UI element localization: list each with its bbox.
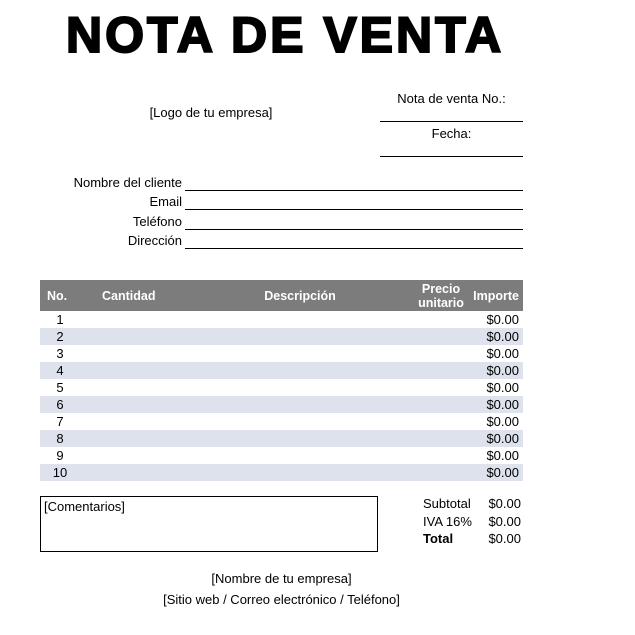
fecha-label: Fecha: <box>431 126 472 141</box>
cell-cantidad[interactable] <box>80 379 190 396</box>
cell-cantidad[interactable] <box>80 464 190 481</box>
comments-box[interactable] <box>40 496 378 552</box>
table-row <box>40 447 523 464</box>
cell-no: 8 <box>40 430 80 447</box>
cell-cantidad[interactable] <box>80 447 190 464</box>
cell-no: 6 <box>40 396 80 413</box>
cell-cantidad[interactable] <box>80 328 190 345</box>
cell-importe: $0.00 <box>486 346 519 361</box>
customer-field-input[interactable] <box>185 230 523 250</box>
cell-no: 5 <box>56 380 64 395</box>
cell-cantidad[interactable] <box>80 345 190 362</box>
cell-precio-unitario[interactable] <box>410 328 472 345</box>
table-row <box>40 345 523 362</box>
customer-field-label: Nombre del cliente <box>73 174 182 190</box>
cell-descripcion[interactable] <box>190 464 410 481</box>
cell-importe: $0.00 <box>472 464 523 481</box>
cell-no: 3 <box>56 346 64 361</box>
cell-cantidad[interactable] <box>80 413 190 430</box>
cell-descripcion[interactable] <box>190 447 410 464</box>
total-label: IVA 16% <box>423 513 472 529</box>
table-row <box>40 328 523 345</box>
cell-importe: $0.00 <box>472 396 523 413</box>
cell-no: 7 <box>56 414 64 429</box>
table-row <box>40 413 523 430</box>
nota-no-label: Nota de venta No.: <box>397 91 506 106</box>
table-row <box>40 379 523 396</box>
cell-no: 1 <box>56 312 64 327</box>
cell-importe: $0.00 <box>486 312 519 327</box>
cell-no: 9 <box>56 448 64 463</box>
footer-company-name: [Nombre de tu empresa] <box>211 571 352 586</box>
items-table-body <box>40 311 523 481</box>
customer-field-label: Teléfono <box>132 213 182 229</box>
items-header-row <box>40 280 523 311</box>
total-label: Subtotal <box>423 496 471 512</box>
items-table <box>40 280 523 481</box>
cell-descripcion[interactable] <box>190 379 410 396</box>
total-row <box>423 530 521 548</box>
cell-precio-unitario[interactable] <box>410 430 472 447</box>
total-label: Total <box>423 531 454 547</box>
cell-descripcion[interactable] <box>190 413 410 430</box>
cell-descripcion[interactable] <box>190 430 410 447</box>
cell-descripcion[interactable] <box>190 311 410 328</box>
cell-descripcion[interactable] <box>190 396 410 413</box>
totals-section <box>423 495 521 548</box>
footer-contact-info: [Sitio web / Correo electrónico / Teléfono] <box>163 592 400 607</box>
cell-descripcion[interactable] <box>190 362 410 379</box>
cell-descripcion[interactable] <box>190 345 410 362</box>
customer-field-label: Dirección <box>127 233 182 248</box>
cell-importe: $0.00 <box>472 430 523 447</box>
table-row <box>40 362 523 379</box>
cell-no: 10 <box>40 464 80 481</box>
nota-no-field[interactable] <box>380 121 523 122</box>
cell-importe: $0.00 <box>472 362 523 379</box>
page-title: NOTA DE VENTA <box>66 7 505 63</box>
customer-field-row <box>40 171 523 191</box>
cell-no: 2 <box>40 328 80 345</box>
column-header-no: No. <box>40 280 80 311</box>
customer-field-row <box>40 210 523 230</box>
cell-cantidad[interactable] <box>80 362 190 379</box>
cell-descripcion[interactable] <box>190 328 410 345</box>
customer-field-row <box>40 230 523 250</box>
column-header-precio-unitario: Precio unitario <box>410 280 472 311</box>
cell-importe: $0.00 <box>486 448 519 463</box>
total-value: $0.00 <box>488 496 521 512</box>
cell-cantidad[interactable] <box>80 396 190 413</box>
total-value: $0.00 <box>488 531 521 547</box>
cell-cantidad[interactable] <box>80 430 190 447</box>
cell-precio-unitario[interactable] <box>410 379 472 396</box>
cell-importe: $0.00 <box>486 414 519 429</box>
cell-precio-unitario[interactable] <box>410 362 472 379</box>
cell-precio-unitario[interactable] <box>410 447 472 464</box>
total-row <box>423 495 521 513</box>
customer-field-input[interactable] <box>185 171 523 191</box>
column-header-cantidad: Cantidad <box>80 280 190 311</box>
cell-precio-unitario[interactable] <box>410 413 472 430</box>
fecha-field[interactable] <box>380 156 523 157</box>
cell-precio-unitario[interactable] <box>410 464 472 481</box>
table-row <box>40 430 523 447</box>
table-row <box>40 464 523 481</box>
cell-precio-unitario[interactable] <box>410 396 472 413</box>
total-value: $0.00 <box>488 513 521 529</box>
customer-field-input[interactable] <box>185 191 523 211</box>
cell-importe: $0.00 <box>486 380 519 395</box>
comments-placeholder: [Comentarios] <box>44 499 125 514</box>
cell-precio-unitario[interactable] <box>410 311 472 328</box>
total-row <box>423 513 521 531</box>
table-row <box>40 311 523 328</box>
cell-precio-unitario[interactable] <box>410 345 472 362</box>
customer-field-input[interactable] <box>185 210 523 230</box>
cell-importe: $0.00 <box>472 328 523 345</box>
customer-field-label: Email <box>149 194 182 209</box>
customer-fields <box>40 171 523 249</box>
column-header-descripcion: Descripción <box>190 280 410 311</box>
cell-no: 4 <box>40 362 80 379</box>
table-row <box>40 396 523 413</box>
customer-field-row <box>40 191 523 211</box>
logo-placeholder[interactable]: [Logo de tu empresa] <box>149 105 273 120</box>
column-header-importe: Importe <box>472 280 523 311</box>
cell-cantidad[interactable] <box>80 311 190 328</box>
